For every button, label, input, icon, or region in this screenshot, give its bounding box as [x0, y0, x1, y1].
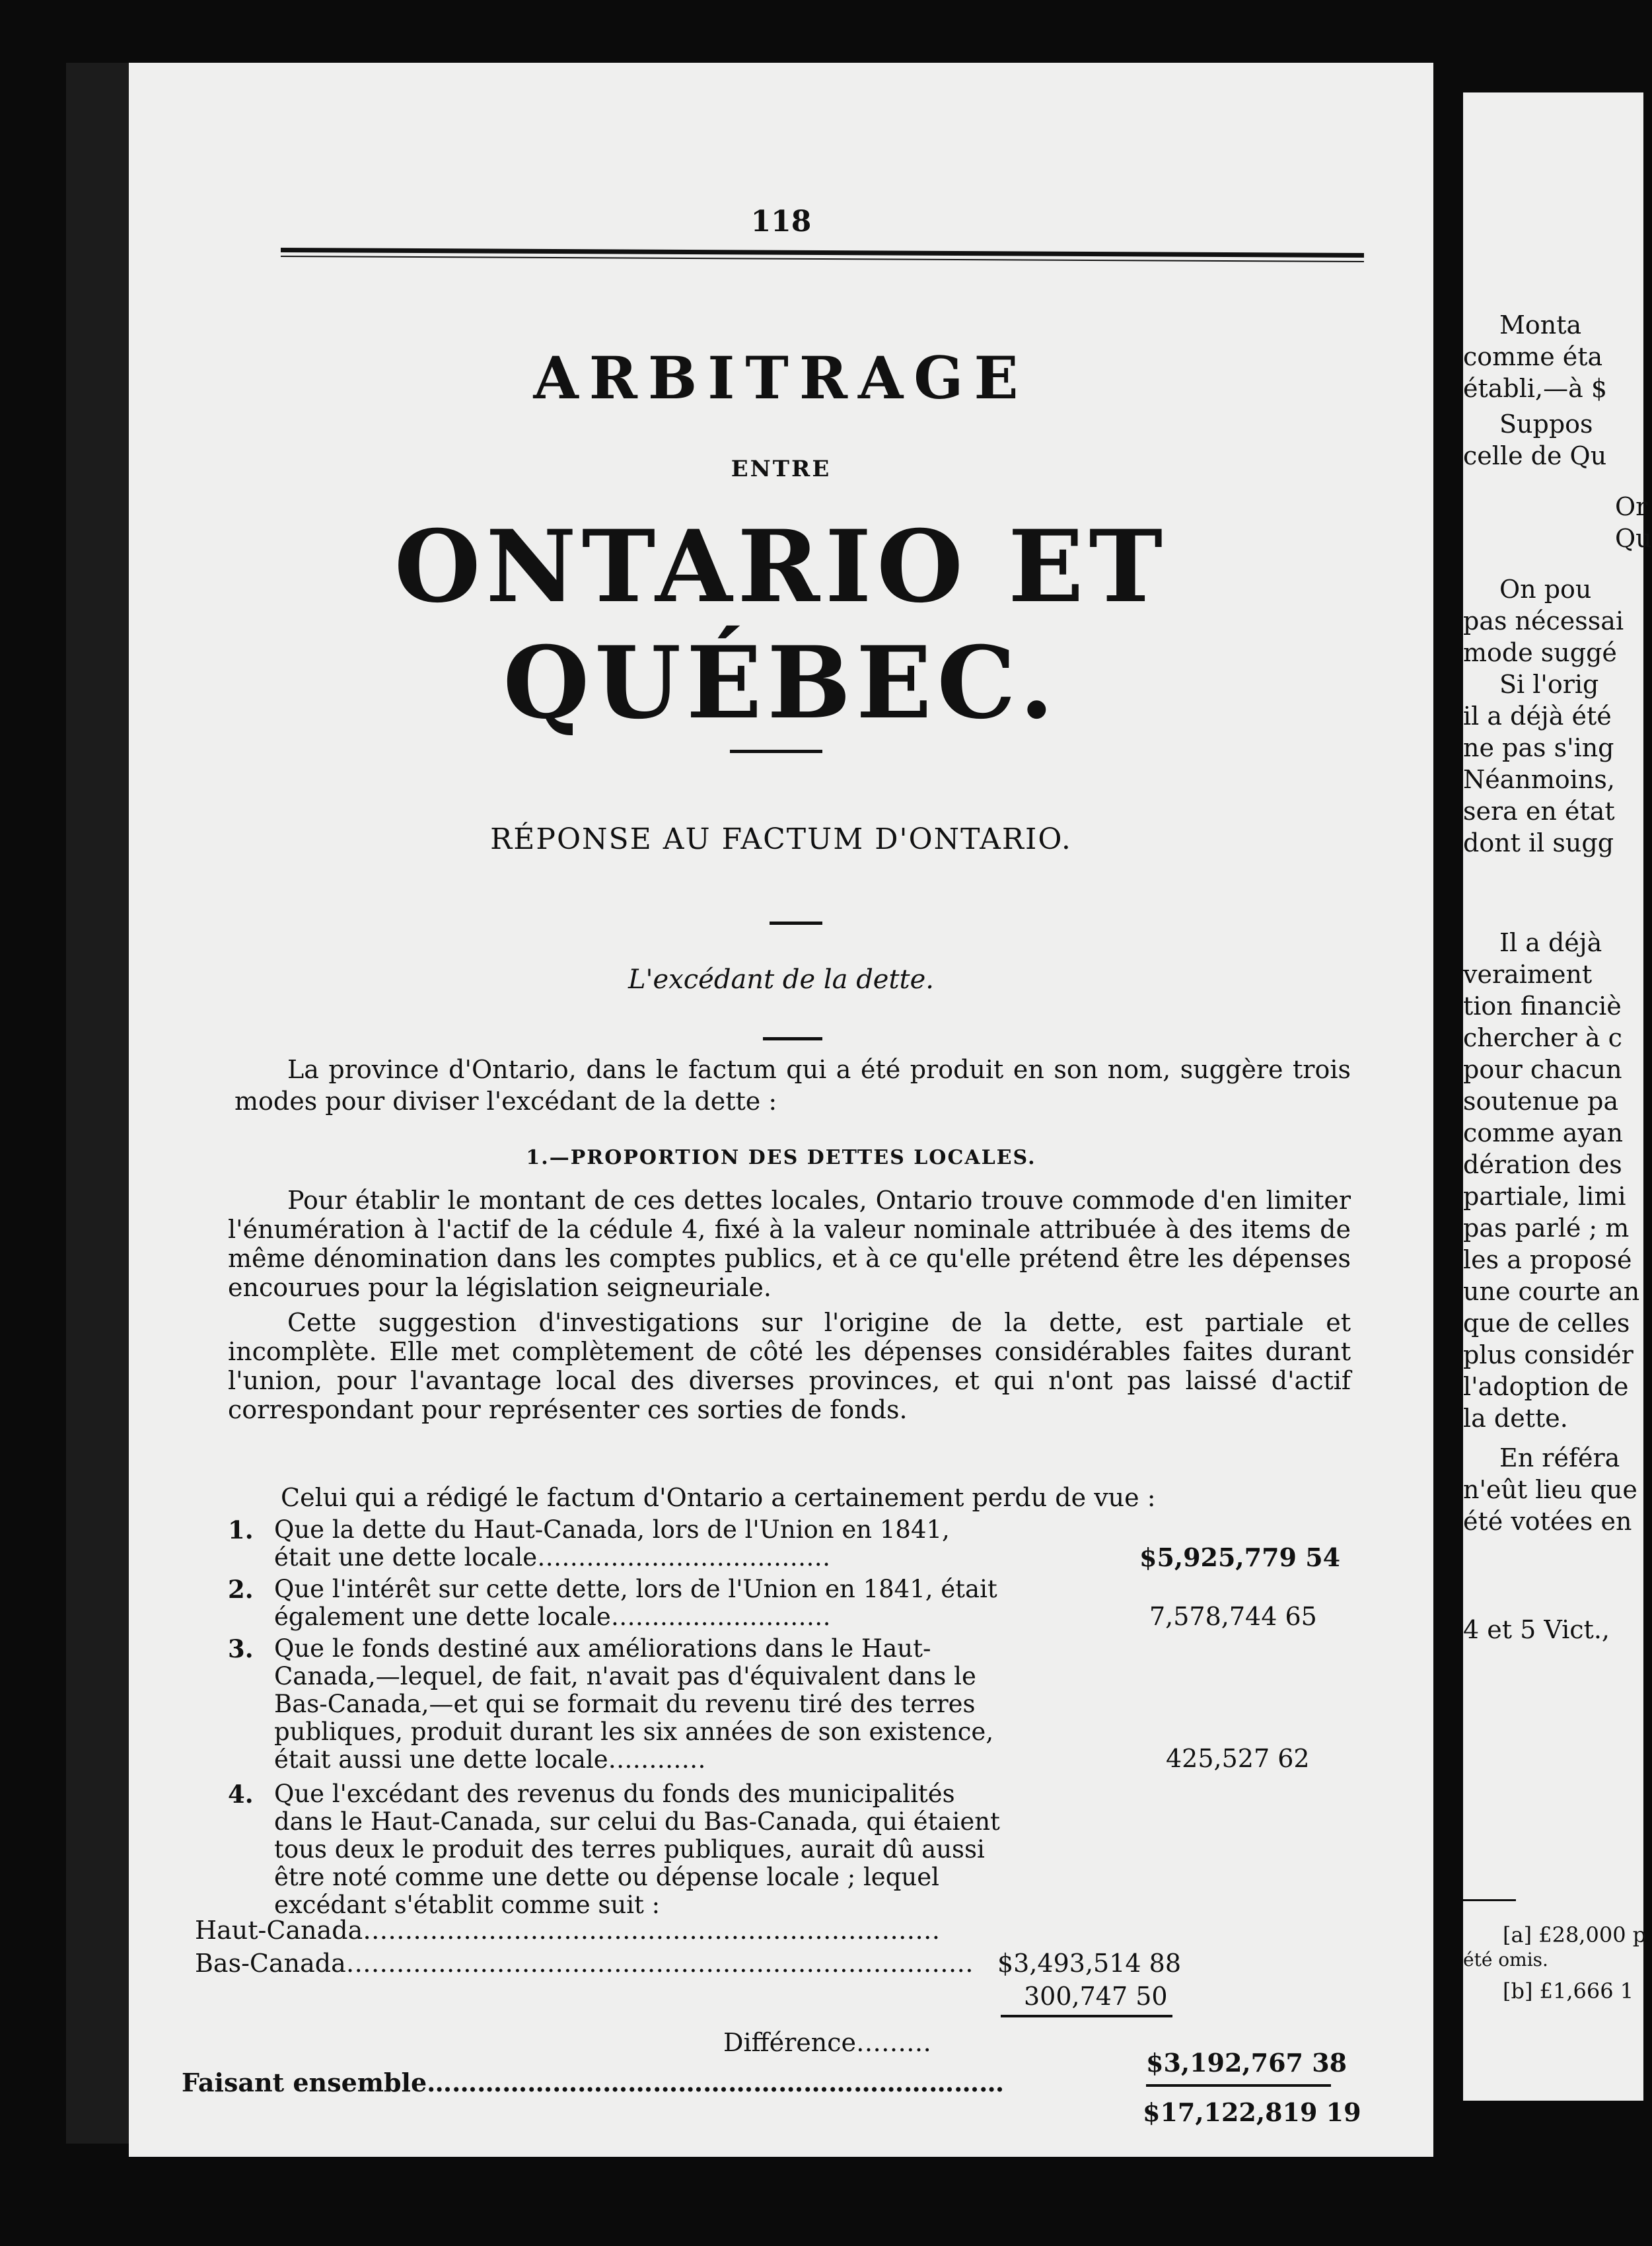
text-line: Qu	[1615, 524, 1652, 553]
paragraph-establish: Pour établir le montant de ces dettes locales, Ontario trouve commode d'en limiter l'énumération à l'actif de la cédule 4, fixé à la valeur nominale attribuée à des items de même dénomination dans les comptes publics, et à ce qu'elle prétend être les dépenses encourues pour la législation seigneuriale.	[228, 1186, 1351, 1302]
footnote-b: [b] £1,666 1	[1503, 1978, 1634, 2004]
bas-canada-amount: 300,747 50	[1024, 1982, 1168, 2011]
list-item	[228, 1780, 1087, 1919]
amount: 7,578,744 65	[1149, 1602, 1317, 1631]
paragraph-author: Celui qui a rédigé le factum d'Ontario a certainement perdu de vue :	[281, 1483, 1156, 1512]
text-line: une courte an	[1463, 1277, 1640, 1306]
text-line: établi,—à $	[1463, 374, 1608, 403]
text-line: pas parlé ; m	[1463, 1214, 1630, 1243]
list-number: 3.	[228, 1634, 254, 1663]
text-line: dont il sugg	[1463, 828, 1614, 857]
between-label: ENTRE	[731, 456, 832, 482]
divider	[763, 1037, 822, 1040]
text-line: mode suggé	[1463, 638, 1617, 667]
text-line: été votées en	[1463, 1507, 1632, 1536]
text-line: 4 et 5 Vict.,	[1463, 1615, 1610, 1644]
text-line: On pou	[1499, 575, 1592, 604]
haut-canada-label: Haut-Canada……………………………………………………………	[195, 1916, 941, 1945]
text-line: la dette.	[1463, 1404, 1568, 1433]
list-text: Que la dette du Haut-Canada, lors de l'Union en 1841, était une dette locale………………………………	[274, 1515, 950, 1572]
page-number: 118	[750, 205, 812, 238]
footnote-a-cont: été omis.	[1463, 1949, 1548, 1971]
text-line: n'eût lieu que	[1463, 1475, 1637, 1504]
text-line: celle de Qu	[1463, 441, 1607, 470]
list-number: 4.	[228, 1780, 254, 1809]
amount: 425,527 62	[1166, 1744, 1310, 1773]
text-line: Monta	[1499, 310, 1582, 340]
text-line: veraiment	[1463, 960, 1593, 989]
list-item	[228, 1635, 1087, 1780]
header-rule	[281, 248, 1364, 262]
text-line: Si l'orig	[1499, 670, 1599, 699]
total-rule	[1146, 2084, 1331, 2087]
book-spine	[66, 63, 132, 2144]
difference-label: Différence………	[723, 2028, 932, 2057]
list-item	[228, 1516, 1087, 1576]
page-title: ARBITRAGE	[533, 344, 1029, 412]
text-line: Suppos	[1499, 410, 1593, 439]
divider	[770, 922, 822, 925]
text-line: soutenue pa	[1463, 1087, 1619, 1116]
text-line: comme éta	[1463, 342, 1603, 371]
right-page-fragment	[1463, 92, 1652, 2101]
text-line: Néanmoins,	[1463, 765, 1615, 794]
text-line: chercher à c	[1463, 1023, 1622, 1052]
text-line: il a déjà été	[1463, 702, 1612, 731]
list-text: Que l'excédant des revenus du fonds des municipalités dans le Haut-Canada, sur celui du Bas-Canada, qui étaient tous deux le produit des terres publiques, aurait dû aussi être noté comme une dette ou dépense locale ; lequel excédant s'établit comme suit :	[274, 1780, 1000, 1919]
text-line: plus considér	[1463, 1340, 1634, 1369]
text-line: pas nécessai	[1463, 606, 1624, 635]
list-text: Que le fonds destiné aux améliorations dans le Haut-Canada,—lequel, de fait, n'avait pas d'équivalent dans le Bas-Canada,—et qui se formait du revenu tiré des terres publiques, produit durant les six années de son existence, était aussi une dette locale…………	[274, 1634, 994, 1774]
text-line: sera en état	[1463, 797, 1615, 826]
section-heading: L'excédant de la dette.	[628, 964, 935, 995]
paragraph-suggestion: Cette suggestion d'investigations sur l'origine de la dette, est partiale et incomplète. Elle met complètement de côté les dépenses considérables faites durant l'union, pour l'avantage local des diverses provinces, et qui n'ont pas laissé d'actif correspondant pour représenter ces sorties de fonds.	[228, 1308, 1351, 1424]
text-line: l'adoption de	[1463, 1372, 1629, 1401]
text-line: Or	[1615, 492, 1648, 521]
text-line: tion financiè	[1463, 992, 1622, 1021]
text-line: comme ayan	[1463, 1118, 1624, 1147]
text-line: dération des	[1463, 1150, 1622, 1179]
list-number: 2.	[228, 1575, 254, 1604]
text-line: que de celles	[1463, 1309, 1630, 1338]
difference-amount: $3,192,767 38	[1146, 2048, 1347, 2078]
text-line: partiale, limi	[1463, 1182, 1626, 1211]
bas-canada-label: Bas-Canada…………………………………………………………………	[195, 1949, 974, 1978]
text-line: Il a déjà	[1499, 928, 1602, 957]
intro-paragraph: La province d'Ontario, dans le factum qui a été produit en son nom, suggère trois modes pour diviser l'excédant de la dette :	[234, 1055, 1351, 1116]
divider	[730, 750, 822, 753]
subsection-heading: 1.—PROPORTION DES DETTES LOCALES.	[526, 1146, 1036, 1169]
total-amount: $17,122,819 19	[1143, 2097, 1361, 2127]
list-number: 1.	[228, 1515, 254, 1544]
text-line: ne pas s'ing	[1463, 733, 1614, 762]
subtitle: RÉPONSE AU FACTUM D'ONTARIO.	[490, 822, 1072, 856]
text-line: les a proposé	[1463, 1245, 1632, 1274]
main-title: ONTARIO ET QUÉBEC.	[394, 509, 1168, 741]
amount: $5,925,779 54	[1139, 1542, 1341, 1572]
text-line: En référa	[1499, 1443, 1620, 1472]
footnote-rule	[1463, 1899, 1516, 1901]
total-label: Faisant ensemble……………………………………………………………	[182, 2068, 1005, 2097]
list-text: Que l'intérêt sur cette dette, lors de l'Union en 1841, était également une dette locale………………………	[274, 1575, 997, 1631]
left-page	[129, 63, 1433, 2157]
list-item	[228, 1576, 1087, 1635]
haut-canada-amount: $3,493,514 88	[997, 1949, 1182, 1978]
footnote-a: [a] £28,000 p	[1503, 1922, 1647, 1947]
sum-rule	[1001, 2015, 1172, 2017]
text-line: pour chacun	[1463, 1055, 1622, 1084]
